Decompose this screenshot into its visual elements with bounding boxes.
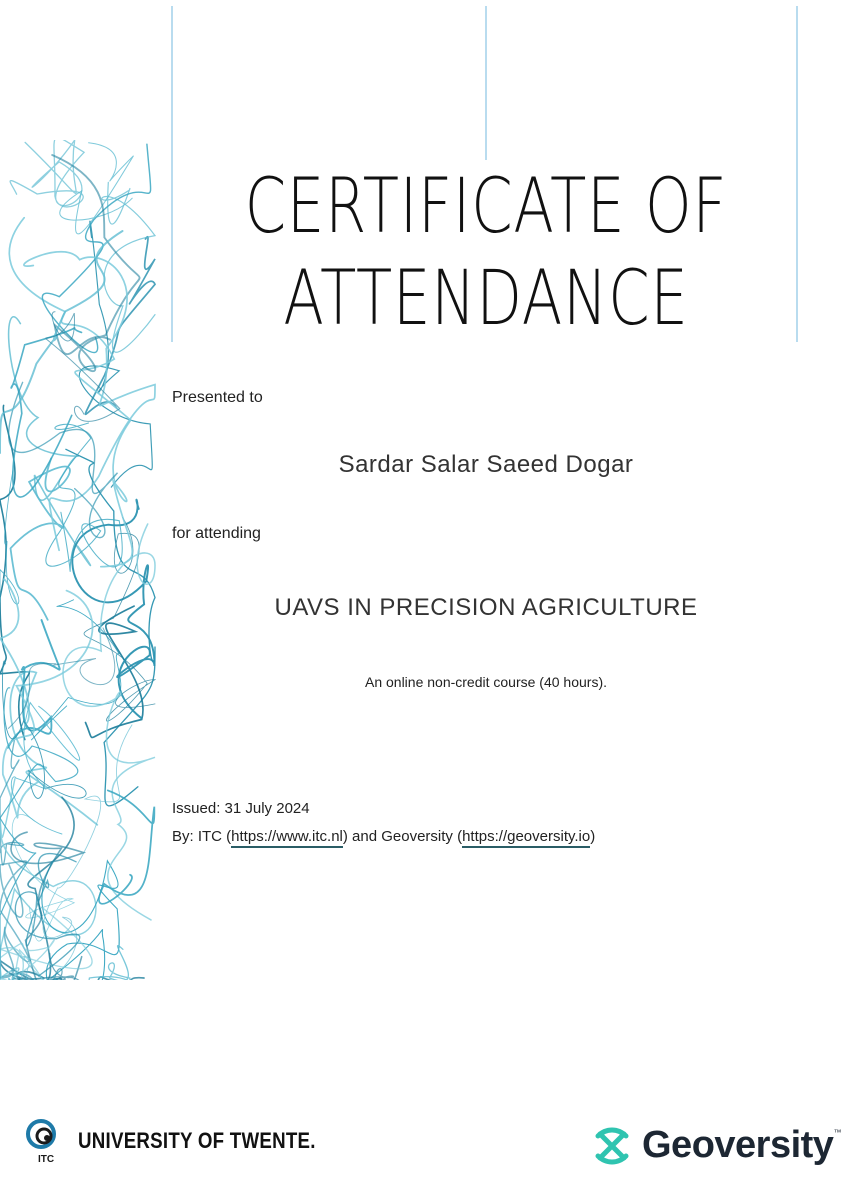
issuer-line: [172, 828, 595, 845]
issued-date: Issued: 31 July 2024: [172, 800, 310, 817]
by-prefix: By: ITC (: [172, 828, 232, 845]
title-line-1: CERTIFICATE OF: [244, 161, 728, 250]
university-of-twente-logo: [24, 1118, 358, 1164]
recipient-name: Sardar Salar Saeed Dogar: [338, 451, 634, 478]
art-stroke: [42, 144, 150, 352]
decorative-line-left: [171, 6, 173, 342]
by-middle: ) and Geoversity (: [342, 828, 463, 845]
trademark-symbol: ™: [833, 1128, 842, 1137]
by-suffix: ): [590, 828, 596, 845]
course-description: An online non-credit course (40 hours).: [364, 674, 608, 690]
art-stroke: [72, 500, 154, 719]
art-stroke: [99, 790, 154, 903]
itc-link[interactable]: https://www.itc.nl: [231, 828, 343, 848]
course-name: UAVS IN PRECISION AGRICULTURE: [274, 594, 698, 621]
geoversity-link[interactable]: https://geoversity.io: [462, 828, 590, 848]
university-name: UNIVERSITY OF TWENTE.: [78, 1128, 316, 1153]
title-line-2: ATTENDANCE: [283, 253, 689, 342]
geoversity-mark-icon: [592, 1126, 632, 1166]
geoversity-name: Geoversity: [642, 1124, 834, 1166]
art-stroke: [63, 524, 155, 920]
decorative-line-art: [0, 140, 156, 980]
attending-label: for attending: [172, 525, 261, 542]
itc-logo-text: ITC: [38, 1154, 55, 1164]
decorative-line-right: [796, 6, 798, 342]
certificate-title: [244, 160, 728, 344]
itc-logo-icon: [24, 1118, 66, 1164]
decorative-line-middle: [485, 6, 487, 160]
presented-label: Presented to: [172, 389, 263, 406]
art-stroke: [11, 458, 70, 620]
geoversity-logo: [592, 1124, 841, 1167]
